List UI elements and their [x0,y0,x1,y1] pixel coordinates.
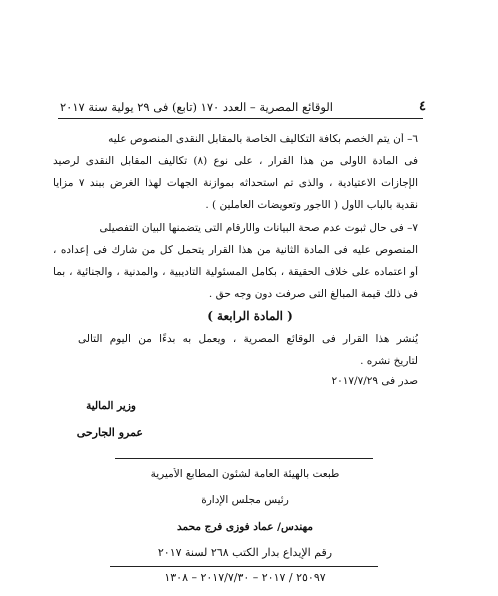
issued-date: صدر فى ٢٠١٧/٧/٢٩ [331,375,418,387]
minister-title: وزير المالية [86,400,136,412]
chairman-title: رئيس مجلس الإدارة [201,494,289,506]
header-title: الوقائع المصرية – العدد ١٧٠ (تابع) فى ٢٩ يولية سنة ٢٠١٧ [60,100,333,114]
item7-line-3: أو اعتماده على خلاف الحقيقة ، بكامل المسئولية التأديبية ، والمدنية ، والجنائية ، بما [53,266,418,278]
item7-line-1: ٧– فى حال ثبوت عدم صحة البيانات والأرقام التى يتضمنها البيان التفصيلى [99,222,418,234]
article4-line-2: لتاريخ نشره . [360,355,418,367]
item6-line-1: ٦– أن يتم الخصم بكافة التكاليف الخاصة بالمقابل النقدى المنصوص عليه [108,133,418,145]
article4-line-1: يُنشر هذا القرار فى الوقائع المصرية ، ويعمل به بدءًا من اليوم التالى [78,333,418,345]
page-number: ٤ [419,99,426,114]
item6-line-2: فى المادة الأولى من هذا القرار ، على نوع (٨) تكاليف المقابل النقدى لرصيد [53,155,418,167]
item6-line-4: نقدية بالباب الأول ( الأجور وتعويضات العاملين ) . [205,199,418,211]
header-rule [58,118,423,119]
item7-line-2: المنصوص عليه فى المادة الثانية من هذا القرار يتحمل كل من شارك فى إعداده ، [53,244,418,256]
article-heading: ( المادة الرابعة ) [207,309,293,323]
minister-name: عمرو الجارحى [76,426,143,439]
item7-line-4: فى ذلك قيمة المبالغ التى صرفت دون وجه حق . [208,288,418,300]
legal-deposit: رقم الإيداع بدار الكتب ٢٦٨ لسنة ٢٠١٧ [157,546,333,559]
printed-by: طبعت بالهيئة العامة لشئون المطابع الأميرية [150,468,340,480]
footer-rule-top [115,458,373,459]
item6-line-3: الإجازات الاعتيادية ، والذى تم استحداثه بموازنة الجهات لهذا الغرض ببند ٧ مزايا [53,177,418,189]
chairman-name: مهندس/ عماد فوزى فرج محمد [177,521,313,533]
issue-codes: ٢٥٠٩٧ / ٢٠١٧ – ٢٠١٧/٧/٣٠ – ١٣٠٨ [164,571,326,584]
footer-rule-bottom [110,566,378,567]
